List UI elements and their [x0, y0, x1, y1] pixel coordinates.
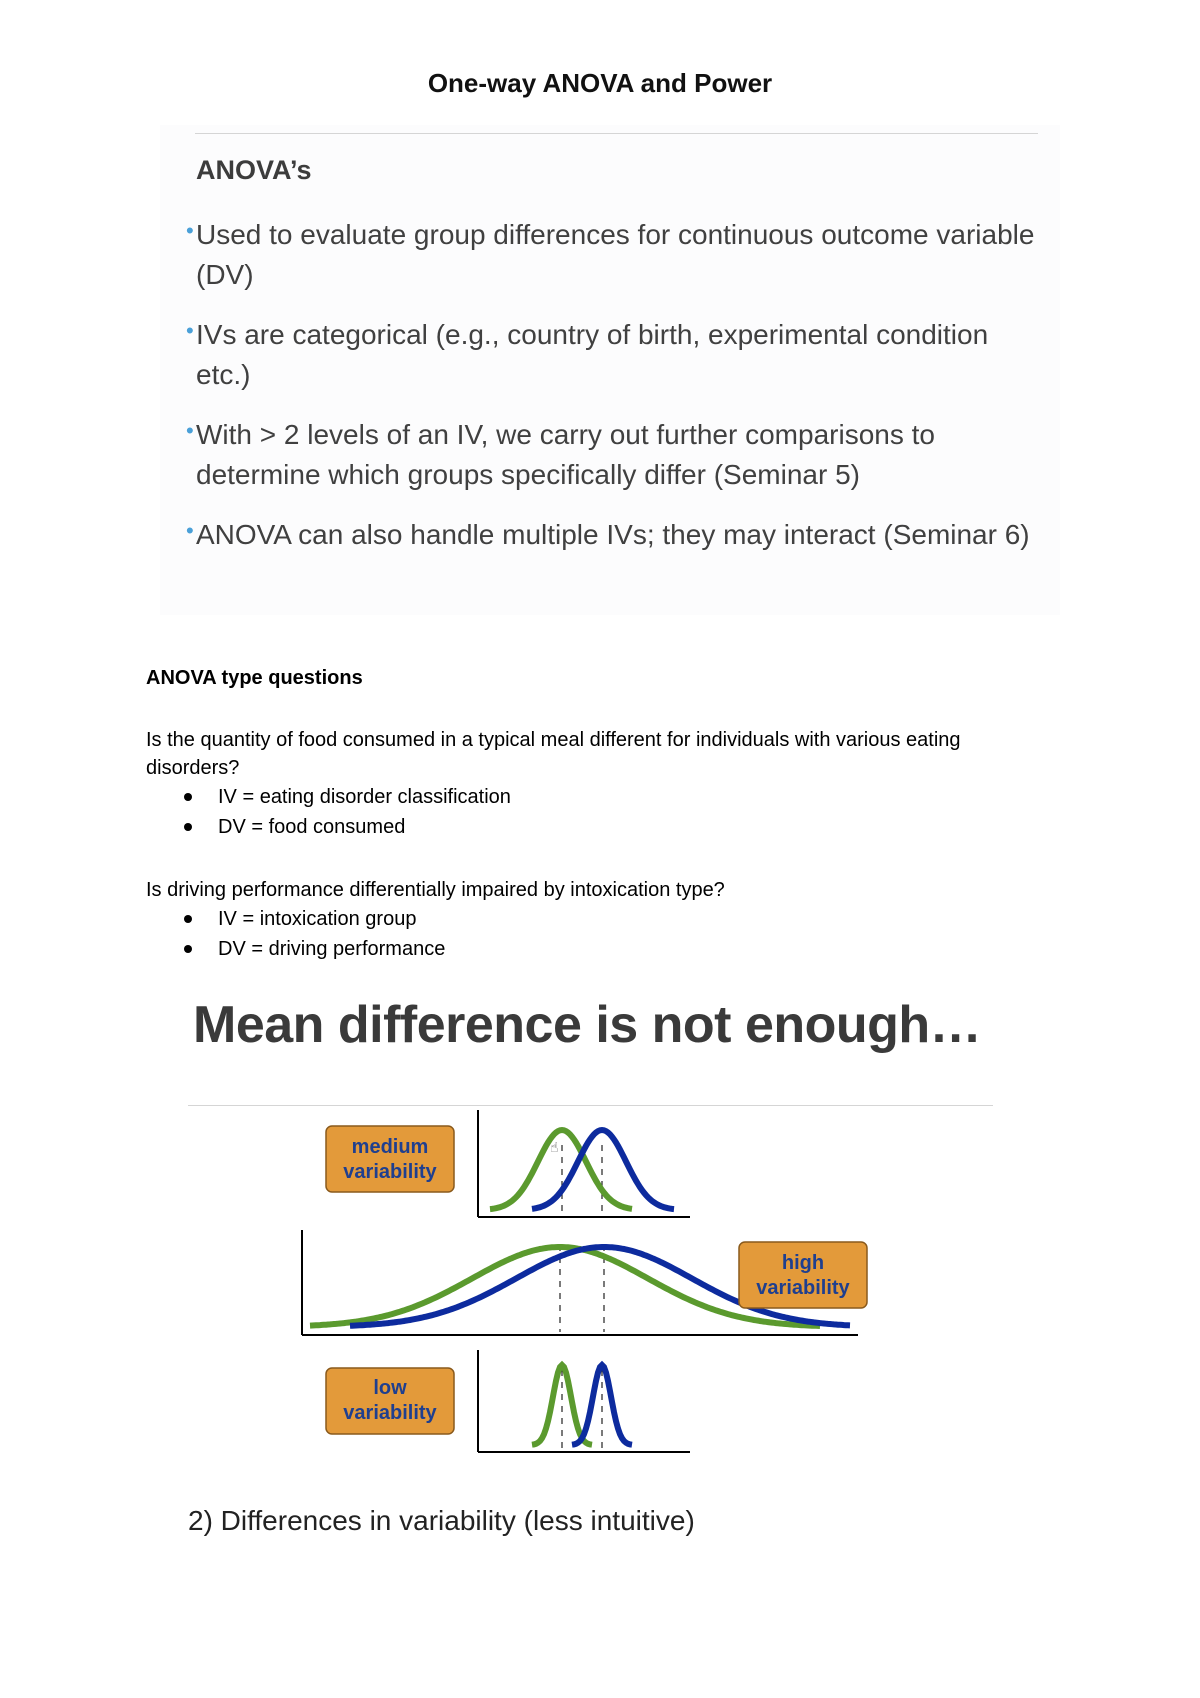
slide-heading: Mean difference is not enough…: [193, 996, 982, 1054]
slide-bullet-list: [188, 215, 1048, 575]
slide-bullet-item: • IVs are categorical (e.g., country of birth, experimental condition etc.): [188, 315, 1048, 395]
bullet-icon: [184, 823, 192, 831]
slide-bullet-item: • With > 2 levels of an IV, we carry out further comparisons to determine which groups specifically differ (Seminar 5): [188, 415, 1048, 495]
variable-item: DV = driving performance: [146, 934, 1046, 964]
question-text: Is the quantity of food consumed in a typical meal different for individuals with various eating disorders?: [146, 729, 961, 779]
bullet-icon: •: [186, 318, 194, 343]
slide-divider: [195, 133, 1038, 134]
variable-item: IV = intoxication group: [146, 904, 1046, 934]
slide-caption: 2) Differences in variability (less intuitive): [188, 1505, 695, 1536]
variability-diagram: [280, 1110, 880, 1470]
question-text: Is driving performance differentially impaired by intoxication type?: [146, 879, 725, 901]
page-title: One-way ANOVA and Power: [427, 68, 773, 98]
high-label-line2: variability: [756, 1277, 850, 1299]
medium-variability-panel: [326, 1110, 690, 1217]
question-variables: [146, 782, 1046, 842]
slide-divider: [188, 1105, 993, 1106]
medium-label-line2: variability: [343, 1161, 437, 1183]
bullet-icon: •: [186, 218, 194, 243]
slide-heading: ANOVA’s: [196, 155, 312, 185]
question-block: [146, 726, 1046, 842]
high-label-line1: high: [781, 1252, 825, 1274]
bullet-icon: [184, 945, 192, 953]
slide-bullet-item: • ANOVA can also handle multiple IVs; they may interact (Seminar 6): [188, 515, 1048, 555]
bullet-icon: [184, 915, 192, 923]
low-variability-panel: [326, 1350, 690, 1452]
bullet-icon: •: [186, 418, 194, 443]
slide-bullet-item: • Used to evaluate group differences for continuous outcome variable (DV): [188, 215, 1048, 295]
variable-item: DV = food consumed: [146, 812, 1046, 842]
medium-label-line1: medium: [351, 1136, 429, 1158]
high-variability-panel: [302, 1230, 867, 1335]
slide-anova-overview: [160, 125, 1060, 615]
medium-green-curve: [490, 1130, 632, 1209]
bullet-icon: [184, 793, 192, 801]
low-label-line2: variability: [343, 1402, 437, 1424]
low-label-line1: low: [373, 1377, 407, 1399]
cursor-icon: ☝: [550, 1140, 559, 1156]
variable-item: IV = eating disorder classification: [146, 782, 1046, 812]
bullet-icon: •: [186, 518, 194, 543]
section-heading: ANOVA type questions: [146, 667, 363, 689]
question-block: [146, 876, 1046, 964]
question-variables: [146, 904, 1046, 964]
